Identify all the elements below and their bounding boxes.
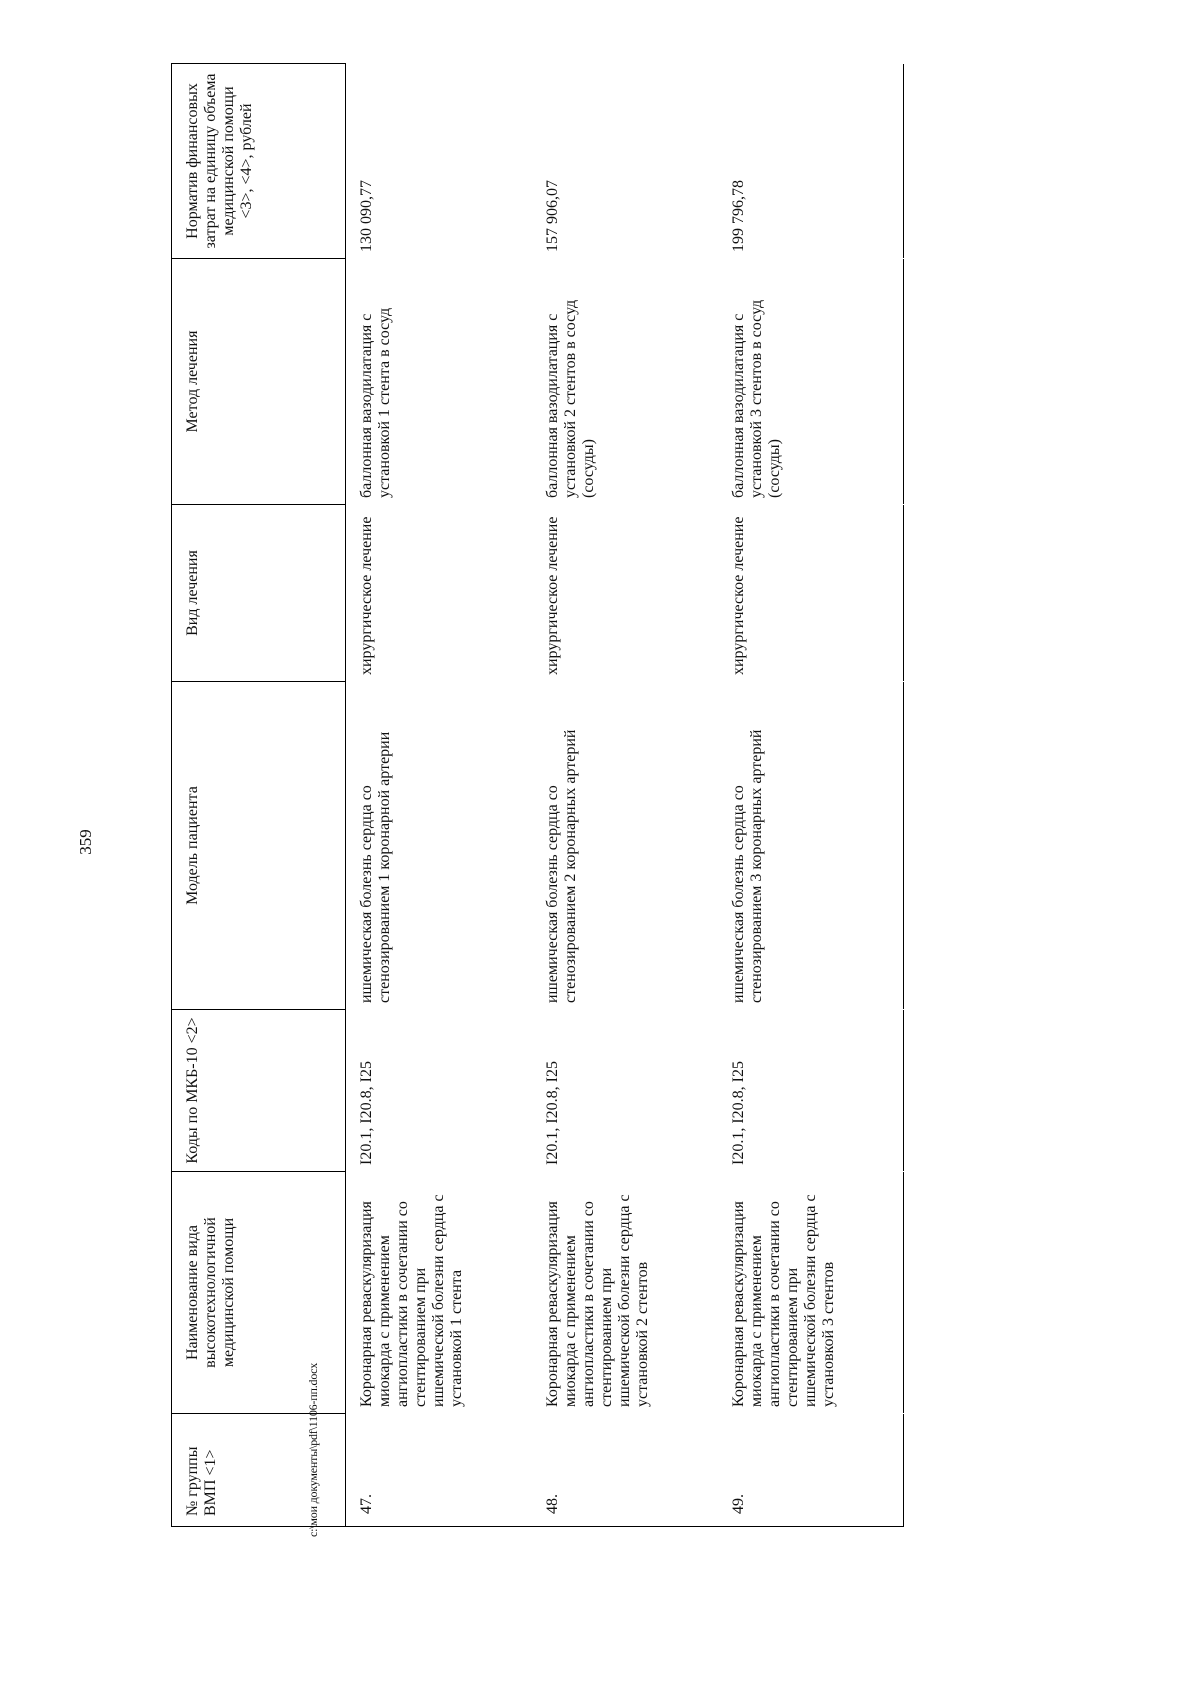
- cell-icd10-codes: I20.1, I20.8, I25: [543, 1061, 561, 1165]
- header-group-number: № группы ВМП <1>: [172, 1414, 346, 1527]
- cell-financial-norm: 130 090,77: [358, 180, 375, 252]
- table-header-row: [172, 64, 346, 1527]
- cell-treatment-method: баллонная вазодилатация с установкой 3 стентов в сосуд (сосуды): [729, 299, 783, 498]
- cell-icd10-codes: I20.1, I20.8, I25: [729, 1061, 747, 1165]
- cell-icd10-codes: I20.1, I20.8, I25: [358, 1061, 375, 1165]
- table-row: [532, 64, 718, 1527]
- cell-treatment-type: хирургическое лечение: [358, 516, 375, 675]
- cell-treatment-method: баллонная вазодилатация с установкой 1 стента в сосуд: [358, 307, 393, 498]
- cell-care-type-name: Коронарная реваскуляризация миокарда с применением ангиопластики в сочетании со стентированием при ишемической болезни сердца с установкой 1 стента: [358, 1194, 465, 1407]
- page-number: 359: [76, 829, 95, 855]
- table-row: [718, 64, 904, 1527]
- header-financial-norm: Норматив финансовых затрат на единицу объема медицинской помощи <3>, <4>, рублей: [172, 64, 346, 259]
- cell-group-number: 47.: [358, 1494, 375, 1514]
- cell-treatment-type: хирургическое лечение: [729, 516, 747, 675]
- cell-treatment-type: хирургическое лечение: [543, 516, 561, 675]
- vmp-norms-table: [171, 63, 904, 1527]
- cell-treatment-method: баллонная вазодилатация с установкой 2 стентов в сосуд (сосуды): [543, 299, 597, 498]
- cell-financial-norm: 157 906,07: [543, 180, 561, 252]
- cell-patient-model: ишемическая болезнь сердца со стенозированием 1 коронарной артерии: [358, 731, 393, 1003]
- table-row: [346, 64, 532, 1527]
- cell-group-number: 48.: [543, 1494, 561, 1514]
- cell-patient-model: ишемическая болезнь сердца со стенозированием 2 коронарных артерий: [543, 729, 579, 1003]
- header-icd10-codes: Коды по МКБ-10 <2>: [172, 1010, 346, 1172]
- header-care-type-name: Наименование вида высокотехнологичной медицинской помощи: [172, 1172, 346, 1414]
- cell-care-type-name: Коронарная реваскуляризация миокарда с применением ангиопластики в сочетании со стентированием при ишемической болезни сердца с установкой 2 стентов: [543, 1194, 651, 1407]
- cell-financial-norm: 199 796,78: [729, 180, 747, 252]
- cell-care-type-name: Коронарная реваскуляризация миокарда с применением ангиопластики в сочетании со стентированием при ишемической болезни сердца с установкой 3 стентов: [729, 1194, 837, 1407]
- header-patient-model: Модель пациента: [172, 682, 346, 1010]
- cell-group-number: 49.: [729, 1494, 747, 1514]
- footer-file-path: c:\мои документы\pdf\1106-пп.docx: [306, 1362, 320, 1537]
- header-treatment-method: Метод лечения: [172, 259, 346, 505]
- header-treatment-type: Вид лечения: [172, 505, 346, 682]
- cell-patient-model: ишемическая болезнь сердца со стенозированием 3 коронарных артерий: [729, 729, 765, 1003]
